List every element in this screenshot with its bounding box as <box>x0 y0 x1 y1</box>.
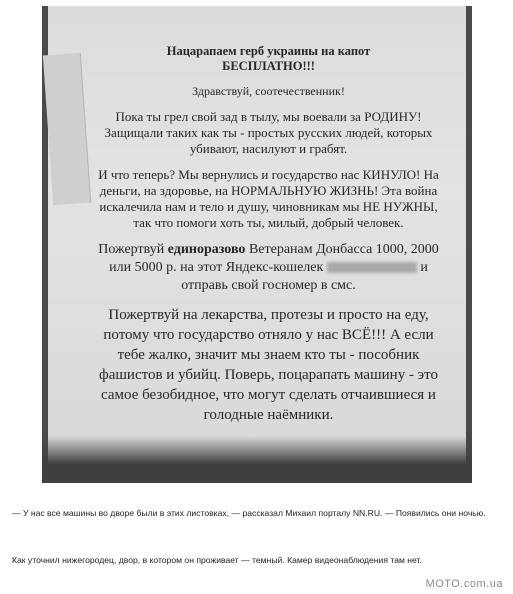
leaflet-para3-start: Пожертвуй <box>98 242 165 257</box>
leaflet-title-line2: БЕСПЛАТНО!!! <box>222 59 315 73</box>
photo-shadow <box>42 436 472 483</box>
leaflet-paper <box>48 6 466 468</box>
leaflet-title-line1: Нацарапаем герб украины на капот <box>166 44 371 58</box>
leaflet-para3-bold: единоразово <box>167 242 246 257</box>
leaflet-photo <box>42 6 472 483</box>
leaflet-paragraph-3 <box>96 241 441 295</box>
margin-paper-scrap <box>43 53 91 205</box>
leaflet-para3-end: и отправь свой госномер в смс. <box>181 260 428 293</box>
leaflet-paragraph-4: Пожертвуй на лекарства, протезы и просто на еду, потому что государство отняло у нас ВСЁ!!! А если тебе жалко, значит мы знаем кто ты - пособник фашистов и убийц. Поверь, поцарапать машину - это самое безобидное, что могут сделать отчаившиеся и голодные наёмники. <box>99 307 438 423</box>
leaflet-paragraph-2: И что теперь? Мы вернулись и государство нас КИНУЛО! На деньги, на здоровье, на НОРМАЛЬНУЮ ЖИЗНЬ! Эта война искалечила нам и тело и душу, чиновникам мы НЕ НУЖНЫ, так что помоги хоть ты, милый, добрый человек. <box>98 167 439 230</box>
redacted-wallet-number <box>327 262 417 273</box>
leaflet-paragraph-1: Пока ты грел свой зад в тылу, мы воевали за РОДИНУ! Защищали таких как ты - простых русских людей, которых убивают, насилуют и грабят. <box>104 109 433 156</box>
article-caption-2: Как уточнил нижегородец, двор, в котором он проживает — темный. Камер видеонаблюдения там нет. <box>12 555 422 565</box>
leaflet-greeting: Здравствуй, соотечественник! <box>192 84 345 98</box>
leaflet-para3-mid: Ветеранам Донбасса 1000, 2000 или 5000 р. на этот Яндекс-кошелек <box>109 242 439 275</box>
leaflet-text <box>96 44 441 425</box>
site-watermark: MOTO.com.ua <box>425 578 503 590</box>
article-caption-1: — У нас все машины во дворе были в этих листовках, — рассказал Михаил порталу NN.RU. — Появились они ночью. <box>12 508 486 518</box>
